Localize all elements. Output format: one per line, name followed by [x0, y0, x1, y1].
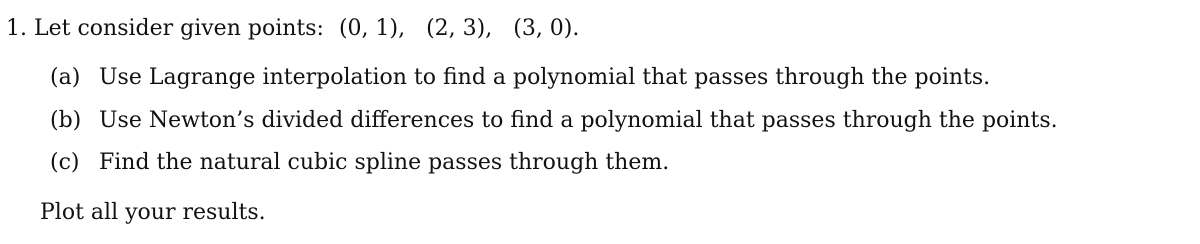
problem-statement	[6, 18, 593, 40]
subpart-b-label: (b)	[50, 108, 82, 133]
point-1: (0, 1),	[338, 16, 406, 41]
problem-number: 1.	[6, 16, 27, 41]
subpart-c-label: (c)	[50, 150, 80, 175]
problem-intro: Let consider given points:	[34, 16, 324, 41]
point-3: (3, 0).	[513, 16, 580, 41]
point-2: (2, 3),	[426, 16, 493, 41]
subpart-a-label: (a)	[50, 65, 81, 90]
subpart-a-text: Use Lagrange interpolation to find a polynomial that passes through the points.	[99, 65, 991, 90]
subpart-a	[50, 67, 990, 89]
subpart-c-text: Find the natural cubic spline passes through them.	[99, 150, 670, 175]
closing-instruction: Plot all your results.	[40, 200, 266, 225]
subpart-b-text: Use Newton’s divided differences to find a polynomial that passes through the points.	[99, 108, 1058, 133]
subpart-b	[50, 110, 1058, 132]
points-list	[339, 16, 593, 41]
subpart-c	[50, 152, 669, 174]
